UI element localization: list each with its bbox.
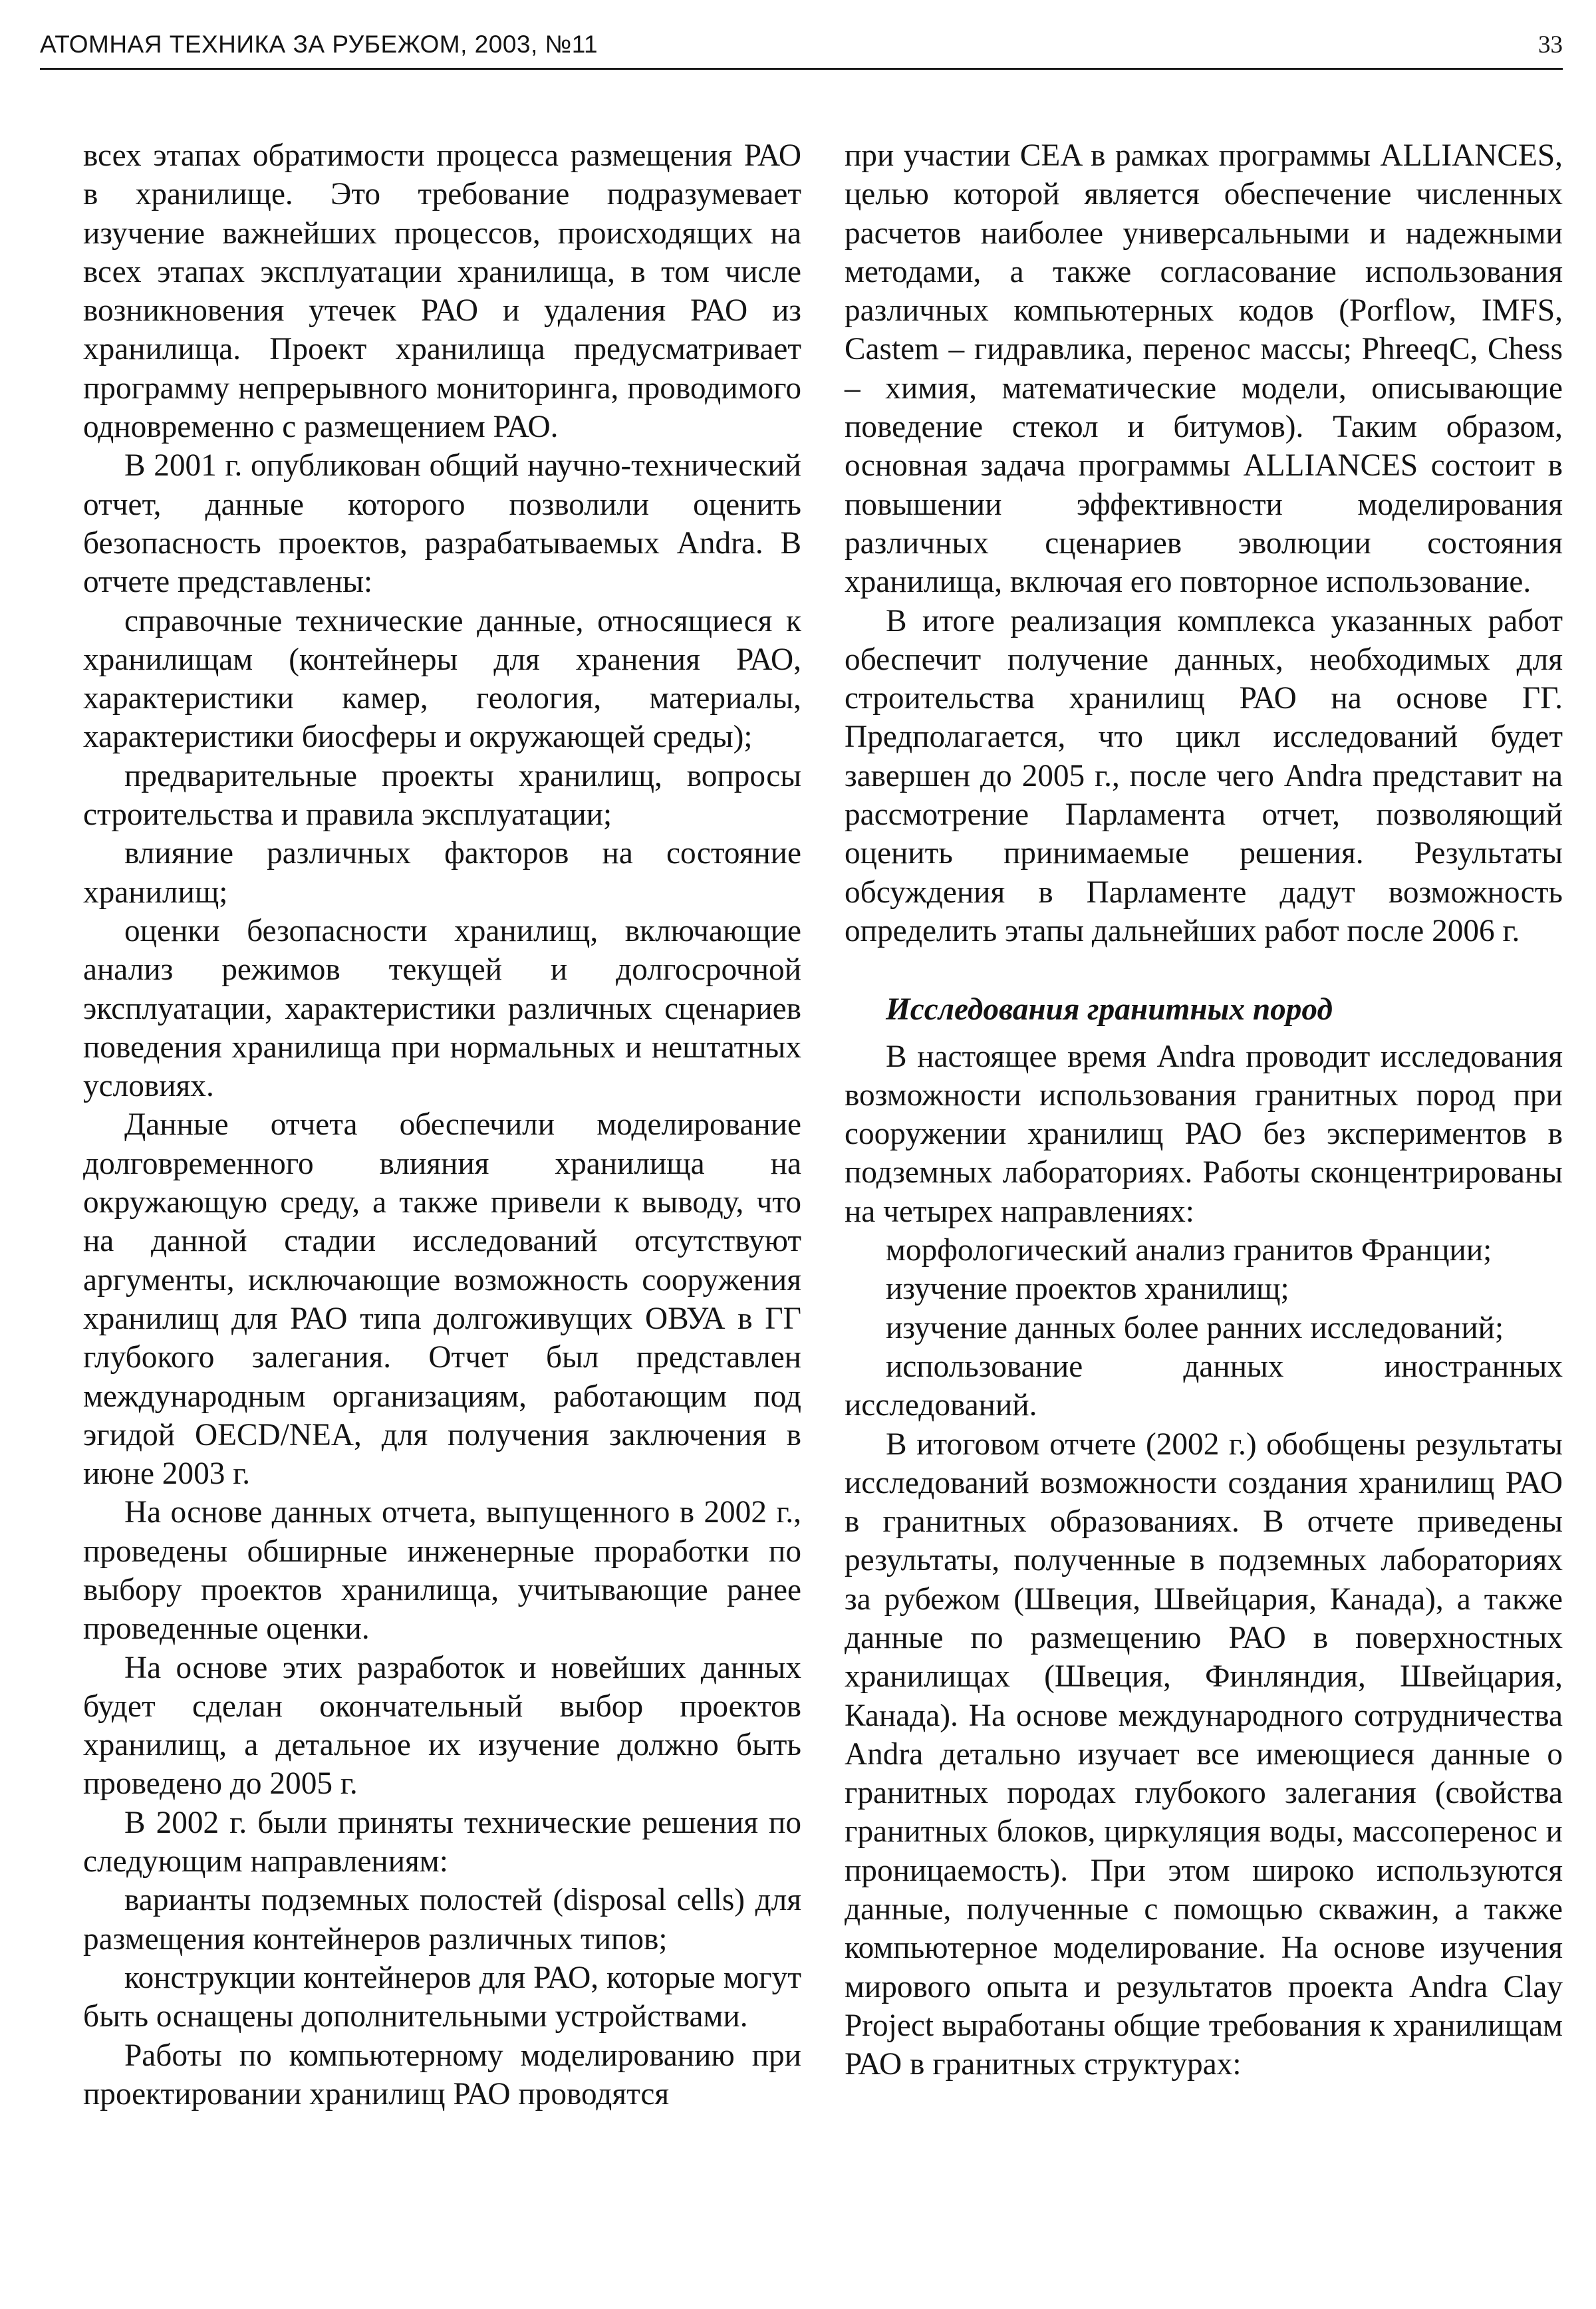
paragraph: всех этапах обратимости процесса размещения РАО в хранилище. Это требование подразумевает изучение важнейших процессов, происходящих на всех этапах эксплуатации хранилища, в том числе возникновения утечек РАО и удаления РАО из хранилища. Проект хранилища предусматривает программу непрерывного мониторинга, проводимого одновременно с размещением РАО.: [83, 138, 801, 445]
list-item: изучение данных более ранних исследований;: [886, 1310, 1504, 1345]
paragraph: Данные отчета обеспечили моделирование долговременного влияния хранилища на окружающую среду, а также привели к выводу, что на данной стадии исследований отсутствуют аргументы, исключающие возможность сооружения хранилищ для РАО типа долгоживущих ОВУА в ГГ глубокого залегания. Отчет был представлен международным организациям, работающим под эгидой OECD/NEA, для получения заключения в июне 2003 г.: [83, 1107, 801, 1492]
paragraph: В настоящее время Andra проводит исследования возможности использования гранитных пород при сооружении хранилищ РАО без экспериментов в подземных лабораториях. Работы сконцентрированы на четырех направлениях:: [845, 1039, 1563, 1229]
paragraph: На основе этих разработок и новейших данных будет сделан окончательный выбор проектов хранилищ, а детальное их изучение должно быть проведено до 2005 г.: [83, 1650, 801, 1802]
journal-title: АТОМНАЯ ТЕХНИКА ЗА РУБЕЖОМ, 2003, №11: [40, 31, 598, 58]
right-column: [845, 136, 1563, 2084]
paragraph: В итоговом отчете (2002 г.) обобщены результаты исследований возможности создания хранилищ РАО в гранитных образованиях. В отчете приведены результаты, полученные в подземных лабораториях за рубежом (Швеция, Швейцария, Канада), а также данные по размещению РАО в поверхностных хранилищах (Швеция, Финляндия, Швейцария, Канада). На основе международного сотрудничества Andra детально изучает все имеющиеся данные о гранитных породах глубокого залегания (свойства гранитных блоков, циркуляция воды, массоперенос и проницаемость). При этом широко используются данные, полученные с помощью скважин, а также компьютерное моделирование. На основе изучения мирового опыта и результатов проекта Andra Clay Project выработаны общие требования к хранилищам РАО в гранитных структурах:: [845, 1426, 1563, 2082]
page-number: 33: [1538, 31, 1563, 59]
list-item: морфологический анализ гранитов Франции;: [886, 1233, 1492, 1268]
paragraph: при участии CEA в рамках программы ALLIANCES, целью которой является обеспечение численных расчетов наиболее универсальными и надежными методами, а также согласование использования различных компьютерных кодов (Porflow, IMFS, Castem – гидравлика, перенос массы; PhreeqC, Chess – химия, математические модели, описывающие поведение стекол и битумов). Таким образом, основная задача программы ALLIANCES состоит в повышении эффективности моделирования различных сценариев эволюции состояния хранилища, включая его повторное использование.: [845, 138, 1563, 600]
list-item: варианты подземных полостей (disposal cells) для размещения контейнеров различных типов;: [83, 1883, 801, 1957]
list-item: предварительные проекты хранилищ, вопросы строительства и правила эксплуатации;: [83, 758, 801, 833]
list-item: влияние различных факторов на состояние хранилищ;: [83, 836, 801, 910]
list-item: конструкции контейнеров для РАО, которые могут быть оснащены дополнительными устройствами.: [83, 1960, 801, 2034]
paragraph: Работы по компьютерному моделированию при проектировании хранилищ РАО проводятся: [83, 2038, 801, 2111]
paragraph: В итоге реализация комплекса указанных работ обеспечит получение данных, необходимых для строительства хранилищ РАО на основе ГГ. Предполагается, что цикл исследований будет завершен до 2005 г., после чего Andra представит на рассмотрение Парламента отчет, позволяющий оценить принимаемые решения. Результаты обсуждения в Парламенте дадут возможность определить этапы дальнейших работ после 2006 г.: [845, 603, 1563, 948]
list-item: изучение проектов хранилищ;: [886, 1272, 1289, 1307]
page-header: [40, 27, 1563, 70]
paragraph: В 2001 г. опубликован общий научно-технический отчет, данные которого позволили оценить безопасность проектов, разрабатываемых Andra. В отчете представлены:: [83, 448, 801, 600]
list-item: справочные технические данные, относящиеся к хранилищам (контейнеры для хранения РАО, характеристики камер, геология, материалы, характеристики биосферы и окружающей среды);: [83, 603, 801, 755]
paragraph: На основе данных отчета, выпущенного в 2002 г., проведены обширные инженерные проработки по выбору проектов хранилища, учитывающие ранее проведенные оценки.: [83, 1495, 801, 1647]
left-column: [83, 136, 801, 2113]
section-heading: Исследования гранитных пород: [886, 992, 1333, 1027]
list-item: оценки безопасности хранилищ, включающие анализ режимов текущей и долгосрочной эксплуатации, характеристики различных сценариев поведения хранилища при нормальных и нештатных условиях.: [83, 913, 801, 1104]
list-item: использование данных иностранных исследований.: [845, 1349, 1563, 1423]
paragraph: В 2002 г. были приняты технические решения по следующим направлениям:: [83, 1805, 801, 1879]
